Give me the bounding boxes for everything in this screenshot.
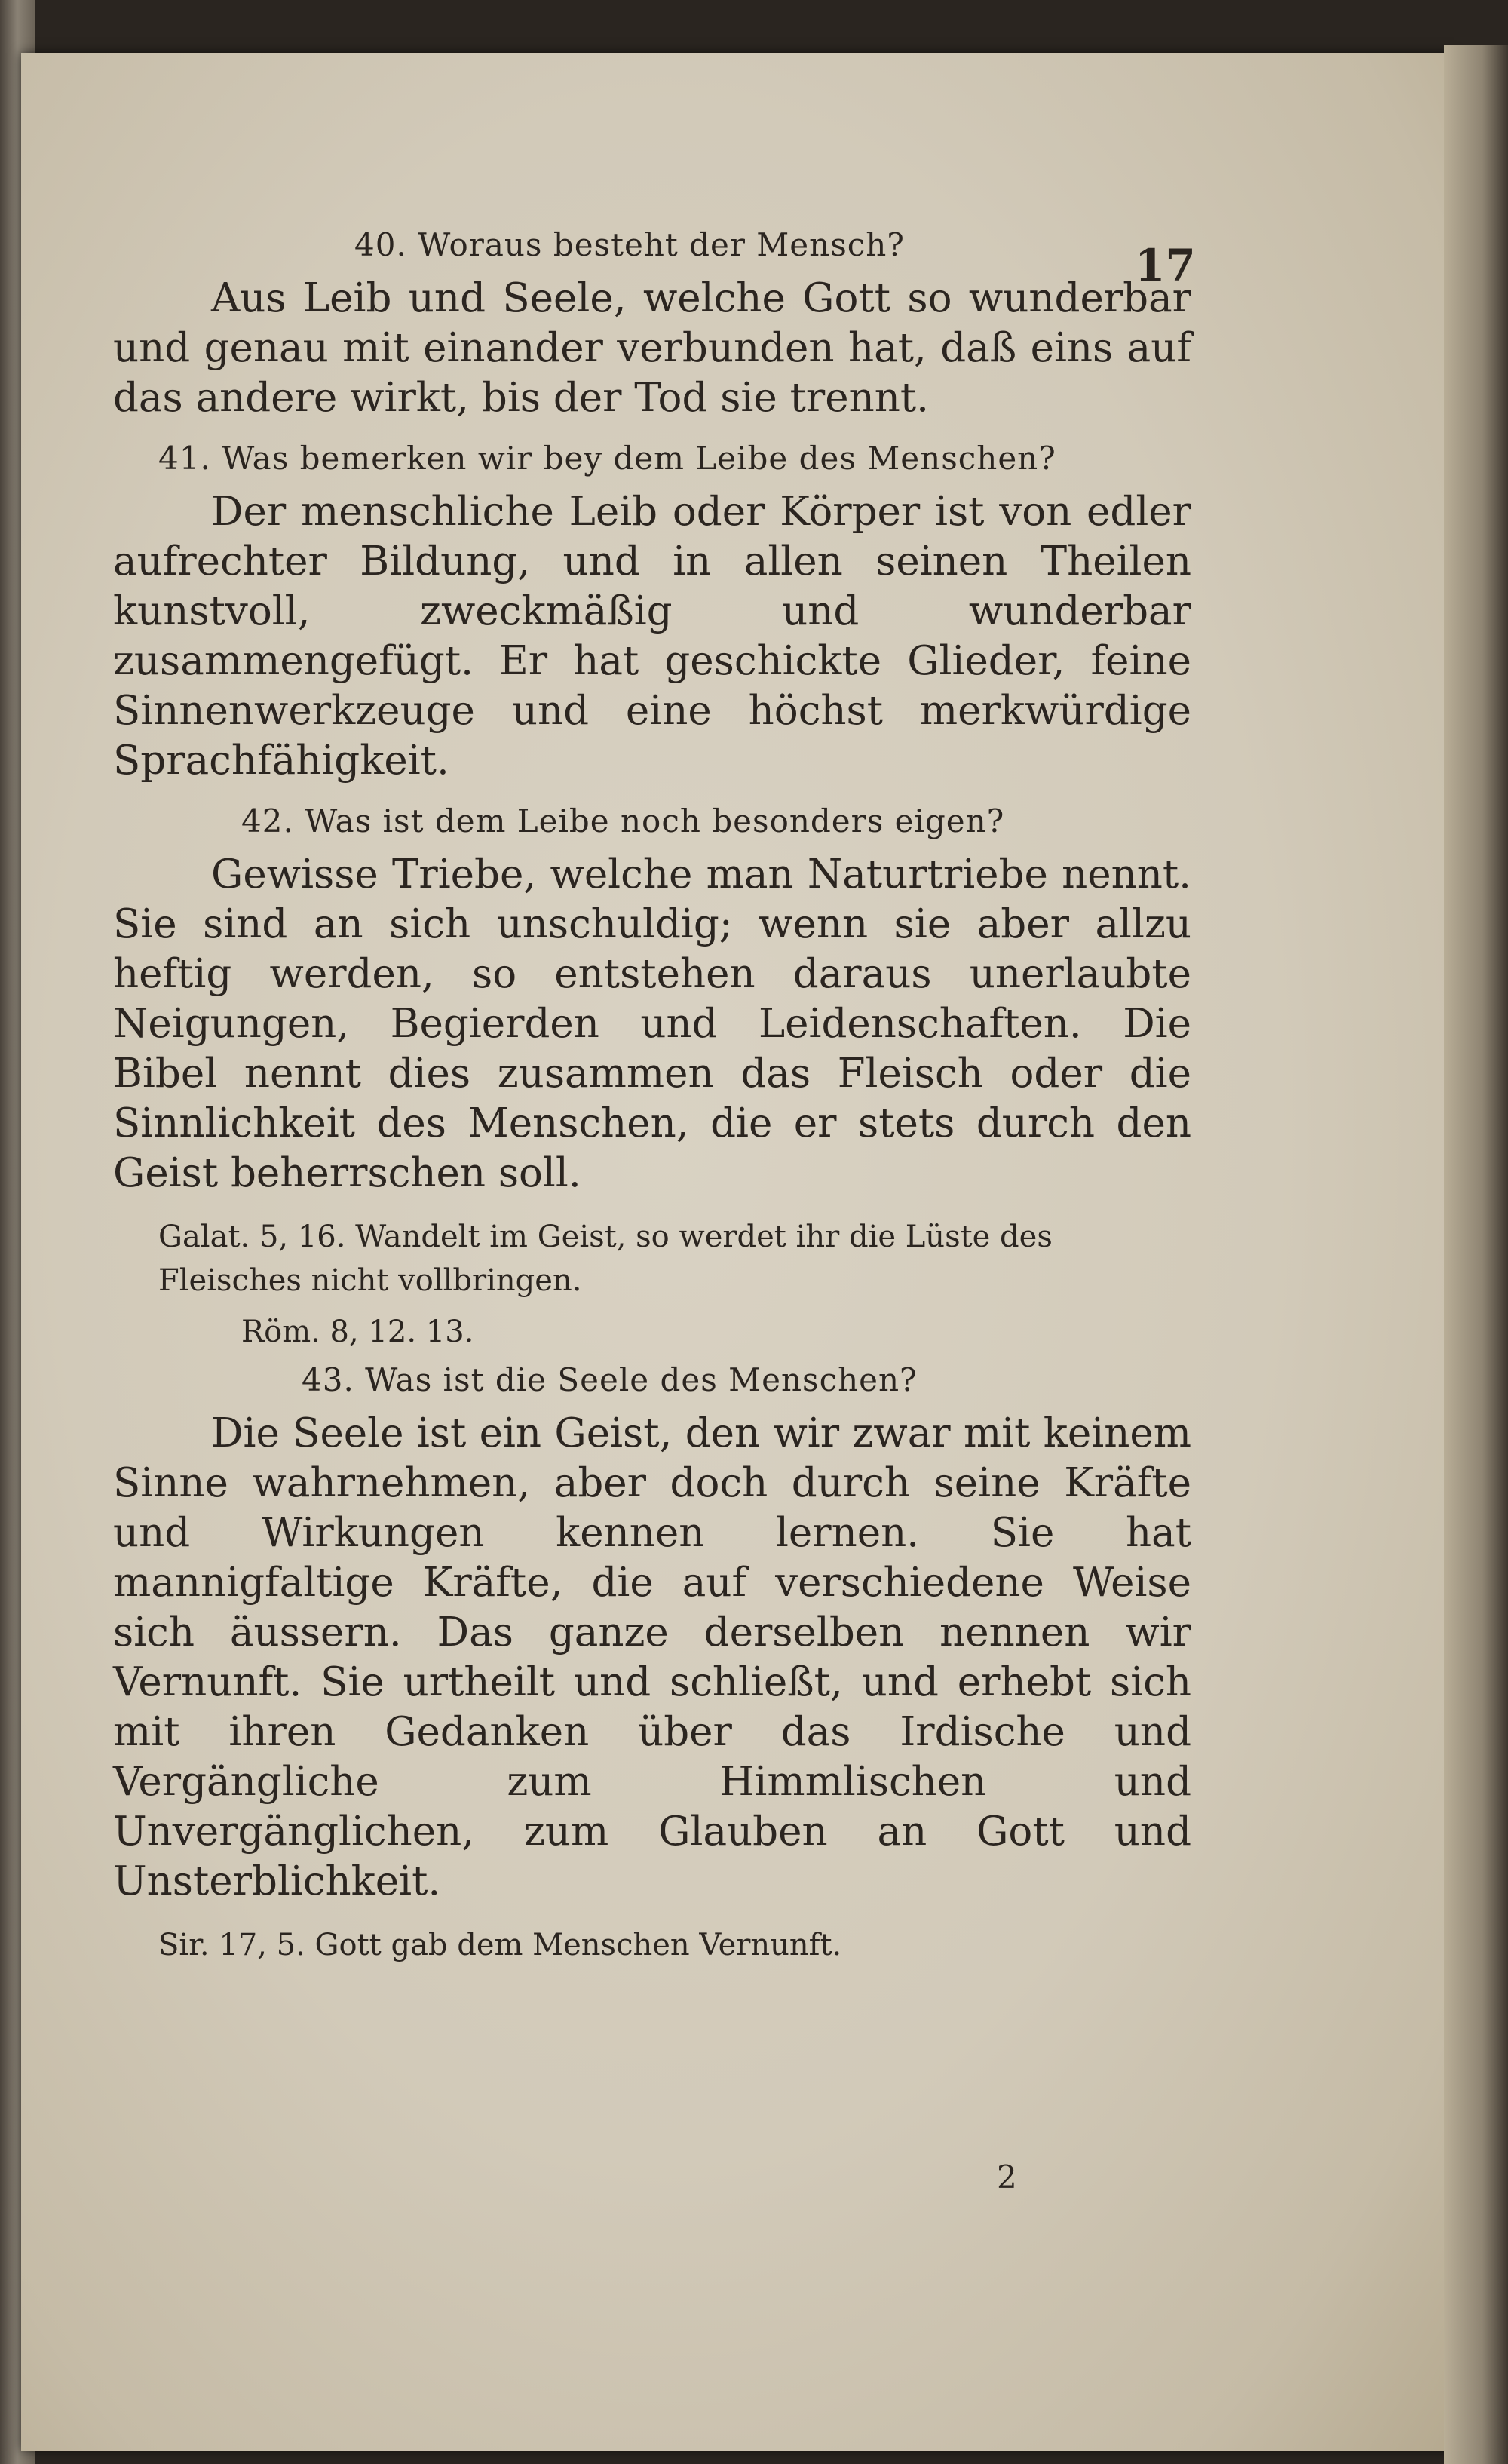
catechism-question-42 xyxy=(113,802,1191,1354)
scripture-reference: Galat. 5, 16. Wandelt im Geist, so werdet ihr die Lüste des Fleisches nicht vollbringen. xyxy=(158,1220,1053,1298)
question-heading: 41. Was bemerken wir bey dem Leibe des Menschen? xyxy=(158,440,1056,477)
page-number: 17 xyxy=(1135,240,1196,291)
answer-text: Der menschliche Leib oder Körper ist von edler aufrechter Bildung, und in allen seinen Theilen kunstvoll, zweckmäßig und wunderbar zusammengefügt. Er hat geschickte Glieder, feine Sinnenwerkzeuge und eine höchst merkwürdige Sprachfähigkeit. xyxy=(113,489,1191,784)
answer-text: Aus Leib und Seele, welche Gott so wunderbar und genau mit einander verbunden hat, daß eins auf das andere wirkt, bis der Tod sie trennt. xyxy=(113,275,1191,421)
page-content xyxy=(113,226,1191,1975)
signature-mark: 2 xyxy=(997,2159,1017,2196)
scripture-reference: Sir. 17, 5. Gott gab dem Menschen Vernunft. xyxy=(158,1928,842,1962)
page-edge xyxy=(1444,45,1508,2464)
catechism-question-41 xyxy=(113,440,1191,786)
catechism-question-40 xyxy=(113,226,1191,423)
question-heading: 40. Woraus besteht der Mensch? xyxy=(354,226,905,263)
question-heading: 42. Was ist dem Leibe noch besonders eigen? xyxy=(241,802,1005,839)
answer-text: Die Seele ist ein Geist, den wir zwar mit keinem Sinne wahrnehmen, aber doch durch seine Kräfte und Wirkungen kennen lernen. Sie hat mannigfaltige Kräfte, die auf verschiedene Weise sich äussern. Das ganze derselben nennen wir Vernunft. Sie urtheilt und schließt, und erhebt sich mit ihren Gedanken über das Irdische und Vergängliche zum Himmlischen und Unvergänglichen, zum Glauben an Gott und Unsterblichkeit. xyxy=(113,1410,1191,1904)
question-heading: 43. Was ist die Seele des Menschen? xyxy=(302,1361,918,1398)
scripture-reference: Röm. 8, 12. 13. xyxy=(241,1315,474,1349)
answer-text: Gewisse Triebe, welche man Naturtriebe nennt. Sie sind an sich unschuldig; wenn sie aber allzu heftig werden, so entstehen daraus unerlaubte Neigungen, Begierden und Leidenschaften. Die Bibel nennt dies zusammen das Fleisch oder die Sinnlichkeit des Menschen, die er stets durch den Geist beherrschen soll. xyxy=(113,852,1191,1196)
catechism-question-43 xyxy=(113,1361,1191,1967)
